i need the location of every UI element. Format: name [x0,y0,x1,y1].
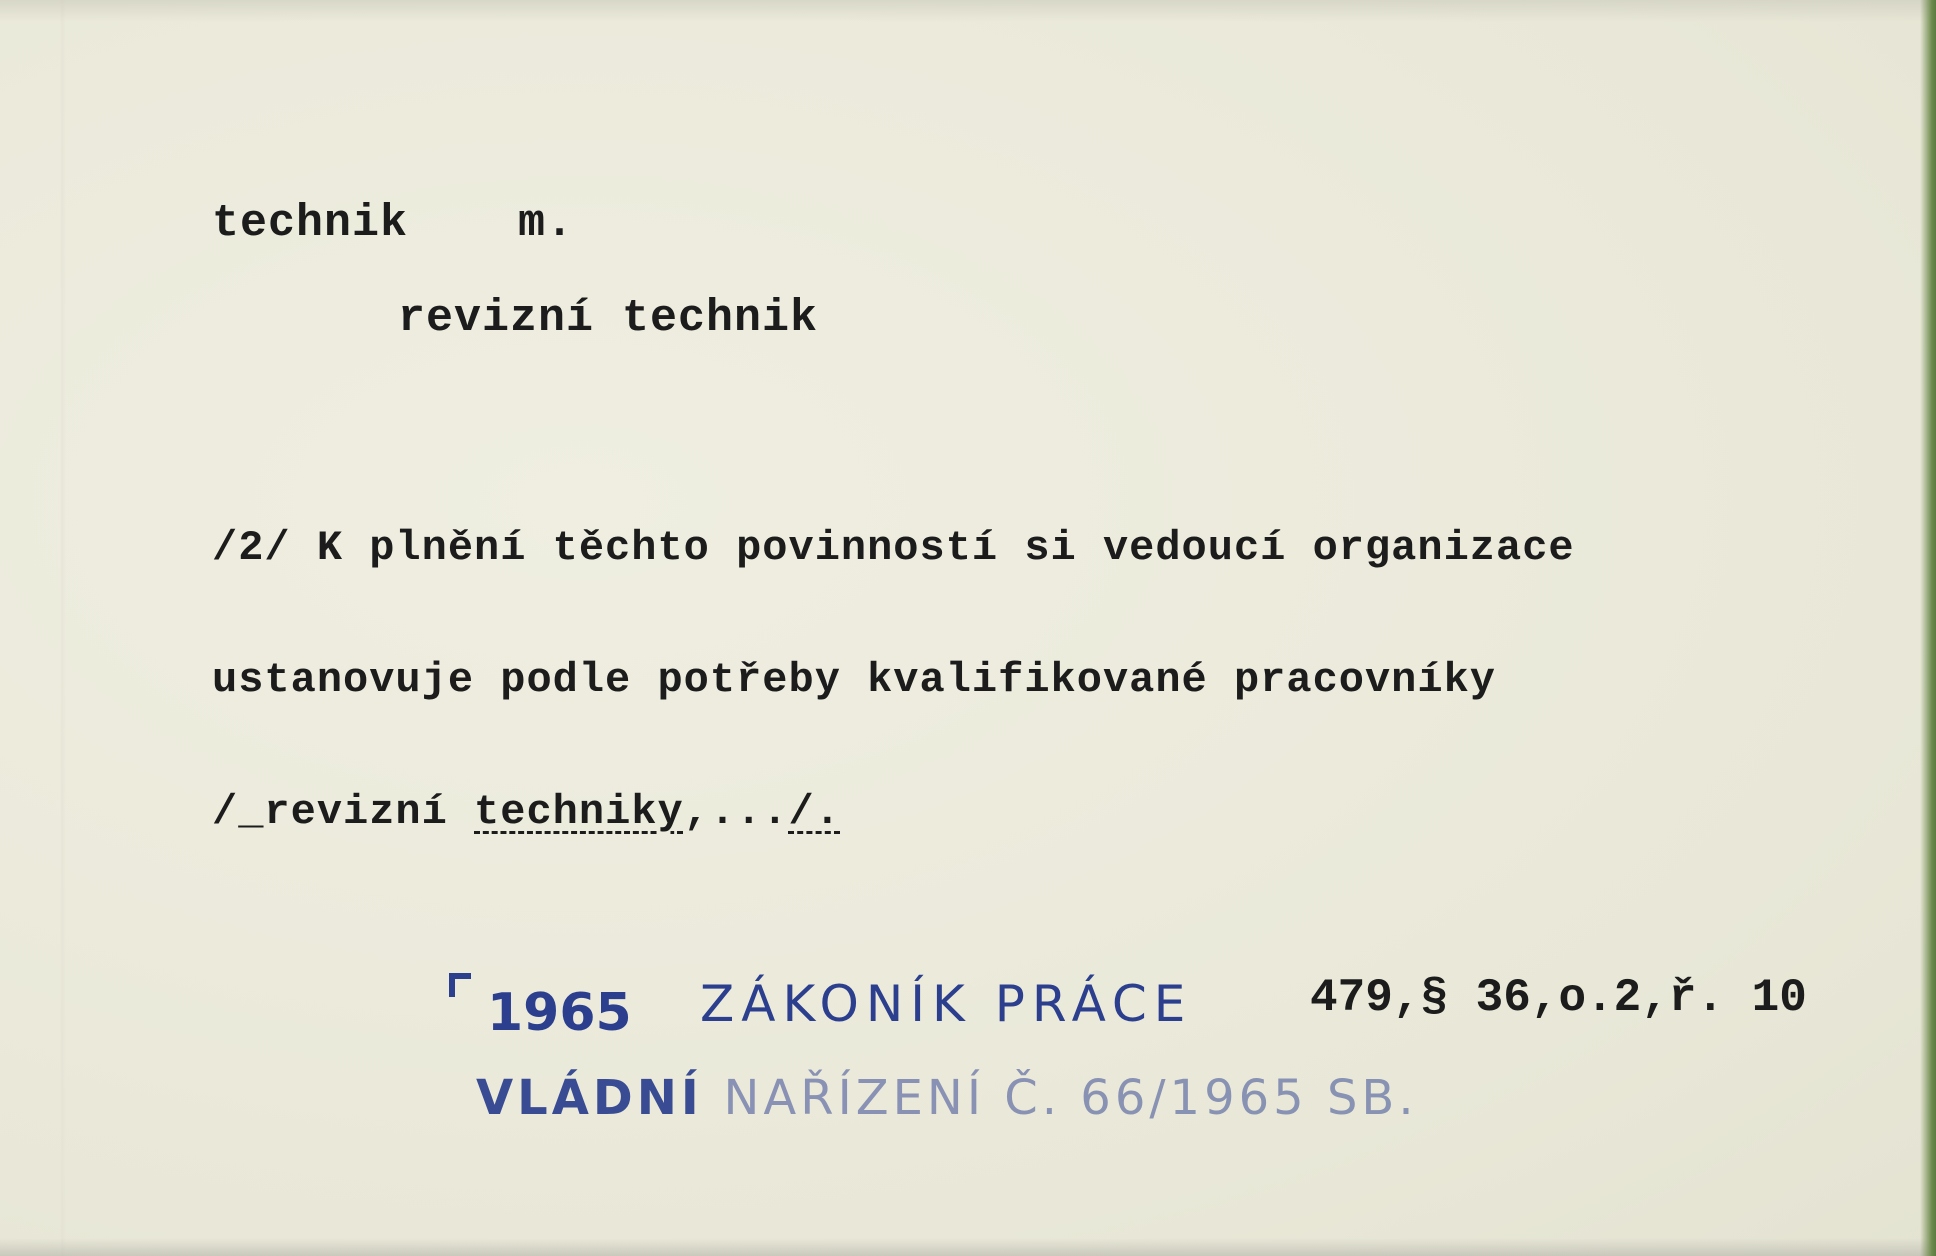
paragraph-line-3-suffix: ,... [683,788,789,836]
underlined-term: techniky [474,788,684,836]
source-reference: 479,§ 36,o.2,ř. 10 [1310,972,1807,1024]
source-year-stamp: 1965 [487,983,632,1043]
source-line-2-faded: NAŘÍZENÍ Č. 66/1965 SB. [723,1070,1418,1126]
grammar-label: m. [518,198,575,249]
paragraph-line-1: /2/ K plnění těchto povinností si vedoucí organizace [212,524,1575,572]
subheading: revizní technik [398,293,819,344]
source-title-stamp: ZÁKONÍK PRÁCE [700,975,1193,1033]
paragraph-line-3-end: /. [788,788,841,836]
paragraph-line-2: ustanovuje podle potřeby kvalifikované pracovníky [212,656,1497,704]
paragraph-line-3-prefix: /_revizní [212,788,475,836]
example-paragraph [212,438,1575,922]
paragraph-line-3 [212,790,1575,834]
card-edge [1920,0,1936,1256]
stamp-corner-mark [449,973,471,997]
source-line-2-strong: VLÁDNÍ [476,1070,724,1126]
headword: technik [212,198,409,249]
source-line-2-stamp [476,1070,1418,1126]
